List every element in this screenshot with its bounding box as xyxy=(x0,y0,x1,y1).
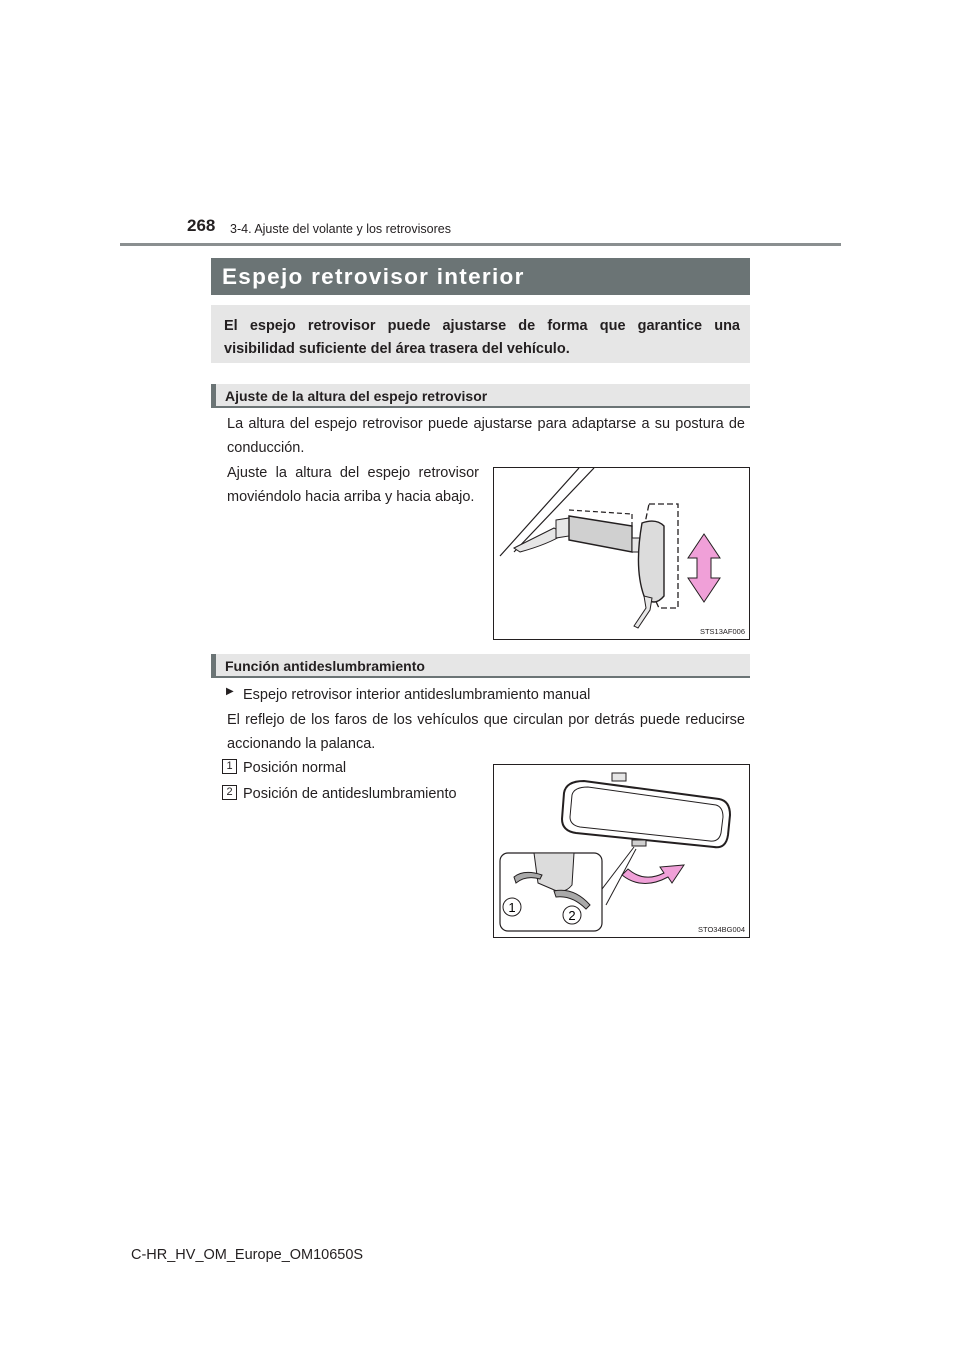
callout-2-label: Posición de antideslumbramiento xyxy=(243,786,457,802)
figure-antiglare xyxy=(493,764,750,938)
figure-code: STS13AF006 xyxy=(699,627,745,636)
footer-doc-id: C-HR_HV_OM_Europe_OM10650S xyxy=(131,1247,364,1263)
height-paragraph: La altura del espejo retrovisor puede ajustarse para adaptarse a su postura de conducción. xyxy=(227,416,745,456)
page-title: Espejo retrovisor interior xyxy=(211,258,750,295)
running-header: 3-4. Ajuste del volante y los retrovisores xyxy=(230,222,451,236)
antiglare-bullet: Espejo retrovisor interior antideslumbramiento manual xyxy=(243,687,591,703)
page-number: 268 xyxy=(187,216,216,235)
antiglare-paragraph: El reflejo de los faros de los vehículos que circulan por detrás puede reducirse accionando la palanca. xyxy=(227,712,745,752)
svg-text:2: 2 xyxy=(568,908,576,923)
section-heading-antiglare: Función antideslumbramiento xyxy=(211,654,750,678)
callout-1-badge: 1 xyxy=(222,759,237,774)
bullet-triangle-icon: ▶ xyxy=(226,686,234,697)
figure-height-adjust xyxy=(493,467,750,640)
svg-text:1: 1 xyxy=(508,900,516,915)
callout-1-label: Posición normal xyxy=(243,760,347,776)
header-rule xyxy=(120,243,841,246)
section-heading-height: Ajuste de la altura del espejo retrovisor xyxy=(211,384,750,408)
intro-box: El espejo retrovisor puede ajustarse de forma que garantice una visibilidad suficiente del área trasera del vehículo. xyxy=(211,305,750,363)
mirror-height-illustration xyxy=(494,468,749,639)
height-instruction: Ajuste la altura del espejo retrovisor moviéndolo hacia arriba y hacia abajo. xyxy=(227,465,479,505)
figure-code: STO34BG004 xyxy=(698,925,745,934)
antiglare-illustration xyxy=(494,765,749,937)
callout-2-badge: 2 xyxy=(222,785,237,800)
